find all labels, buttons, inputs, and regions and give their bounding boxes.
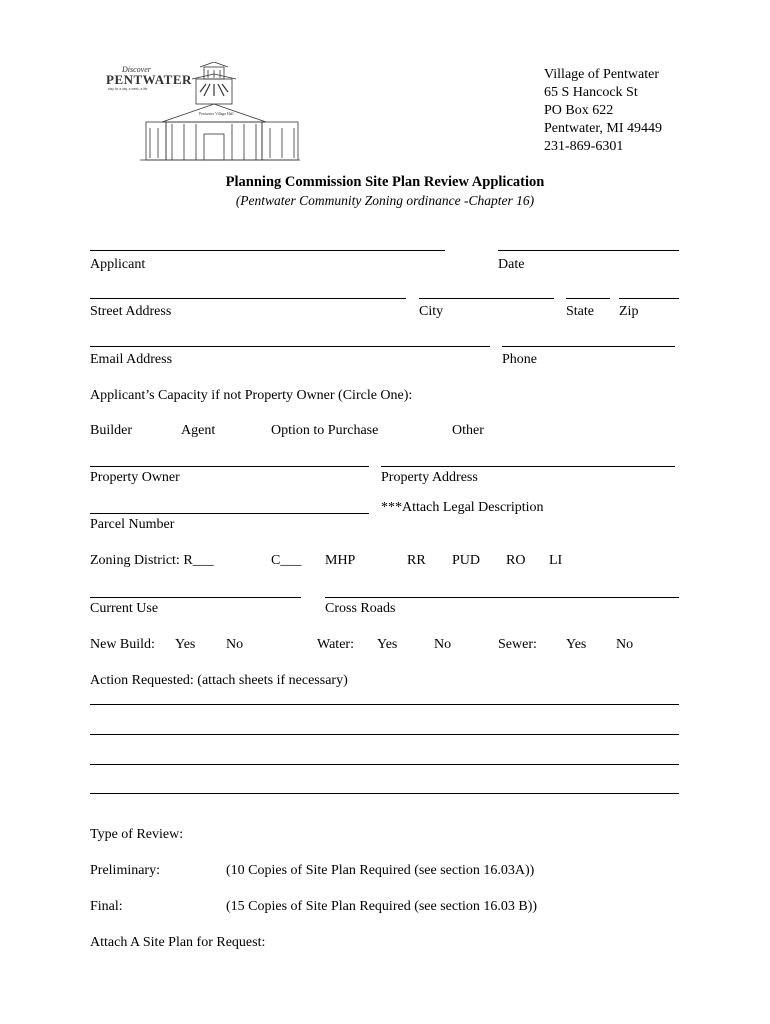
date-field[interactable] [498,250,679,251]
property-address-field[interactable] [381,466,675,467]
address-line-5: 231-869-6301 [544,139,624,154]
phone-field[interactable] [502,346,675,347]
new-build-no[interactable]: No [226,637,244,652]
city-label: City [419,304,444,319]
cross-roads-field[interactable] [325,597,679,598]
zip-label: Zip [619,304,639,319]
final-note: (15 Copies of Site Plan Required (see section 16.03 B)) [226,899,538,914]
action-line-4[interactable] [90,793,679,794]
phone-label: Phone [502,352,537,367]
action-line-3[interactable] [90,764,679,765]
parcel-number-field[interactable] [90,513,369,514]
logo-tagline: stay for a day, a week, a life [108,87,148,91]
sewer-label: Sewer: [498,637,537,652]
zoning-ro[interactable]: RO [506,553,526,568]
applicant-field[interactable] [90,250,445,251]
city-field[interactable] [419,298,554,299]
water-label: Water: [317,637,354,652]
preliminary-note: (10 Copies of Site Plan Required (see section 16.03A)) [226,863,535,878]
address-line-2: 65 S Hancock St [544,85,638,100]
email-label: Email Address [90,352,173,367]
water-no[interactable]: No [434,637,452,652]
pentwater-logo [100,62,300,162]
zoning-pud[interactable]: PUD [452,553,481,568]
capacity-other[interactable]: Other [452,423,484,438]
zoning-district-r[interactable]: Zoning District: R___ [90,553,214,568]
cross-roads-label: Cross Roads [325,601,396,616]
property-address-label: Property Address [381,470,478,485]
state-label: State [566,304,594,319]
preliminary-label: Preliminary: [90,863,160,878]
address-line-3: PO Box 622 [544,103,614,118]
zip-field[interactable] [619,298,679,299]
date-label: Date [498,257,525,272]
legal-description-note: ***Attach Legal Description [381,500,544,515]
email-field[interactable] [90,346,490,347]
capacity-builder[interactable]: Builder [90,423,132,438]
form-subtitle: (Pentwater Community Zoning ordinance -Chapter 16) [235,193,535,208]
action-line-2[interactable] [90,734,679,735]
address-block [544,66,662,156]
type-of-review-label: Type of Review: [90,827,184,842]
new-build-yes[interactable]: Yes [175,637,196,652]
capacity-option-to-purchase[interactable]: Option to Purchase [271,423,379,438]
zoning-rr[interactable]: RR [407,553,426,568]
final-label: Final: [90,899,123,914]
logo-building-text: Pentwater Village Hall [199,112,234,116]
state-field[interactable] [566,298,610,299]
property-owner-field[interactable] [90,466,369,467]
zoning-c[interactable]: C___ [271,553,302,568]
zoning-li[interactable]: LI [549,553,563,568]
address-line-1: Village of Pentwater [544,67,660,82]
sewer-no[interactable]: No [616,637,634,652]
form-title: Planning Commission Site Plan Review Application [225,174,545,190]
address-line-4: Pentwater, MI 49449 [544,121,663,136]
new-build-label: New Build: [90,637,155,652]
applicant-label: Applicant [90,257,146,272]
parcel-number-label: Parcel Number [90,517,175,532]
current-use-label: Current Use [90,601,159,616]
logo-text-main: PENTWATER [106,72,192,87]
property-owner-label: Property Owner [90,470,180,485]
street-address-label: Street Address [90,304,172,319]
sewer-yes[interactable]: Yes [566,637,587,652]
capacity-agent[interactable]: Agent [181,423,216,438]
water-yes[interactable]: Yes [377,637,398,652]
street-address-field[interactable] [90,298,406,299]
current-use-field[interactable] [90,597,301,598]
attach-site-plan-label: Attach A Site Plan for Request: [90,935,266,950]
action-line-1[interactable] [90,704,679,705]
action-requested-label: Action Requested: (attach sheets if necessary) [90,673,348,688]
zoning-mhp[interactable]: MHP [325,553,356,568]
capacity-label: Applicant’s Capacity if not Property Owner (Circle One): [90,388,413,403]
logo-text-top: Discover [122,65,151,74]
